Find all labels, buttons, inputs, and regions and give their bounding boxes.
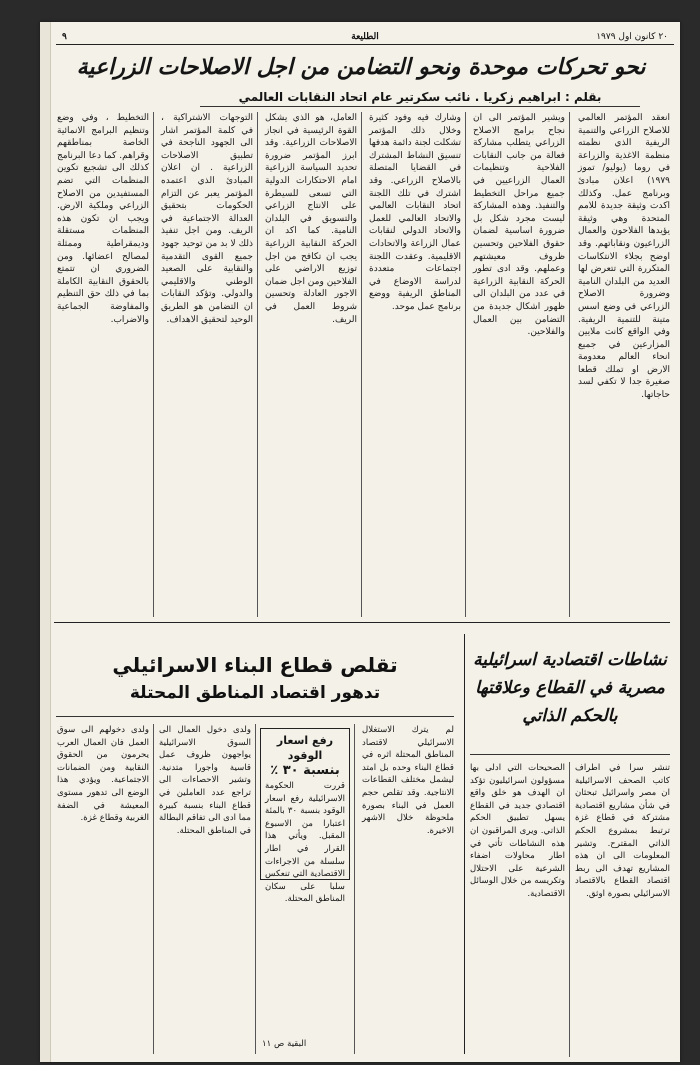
binding-strip [40,22,51,1062]
main-article-body [54,112,670,617]
issue-date: ٢٠ كانون اول ١٩٧٩ [596,32,668,42]
article2-headline: نشاطات اقتصادية اسرائيلية مصرية في القطاع وعلاقتها بالحكم الذاتي [473,650,667,726]
column-rule [255,724,256,1054]
column-rule [569,762,570,1057]
column-rule [153,724,154,1054]
section-divider [54,622,670,623]
article-column: التوجهات الاشتراكية ، في كلمة المؤتمر اشار الى الجهود الناجحة في تطبيق الاصلاحات الزراعية . ان اعلان المبادئ الذي اعتمده المؤتمر يعبر عن التزام الحكومات بتحقيق العدالة الاجتماعية في الريف. ومن اجل تنفيذ ذلك لا بد من توحيد جهود جميع القوى التقدمية والنقابية على الصعيد الوطني والاقليمي والدولي. وتؤكد النقابات ان التضامن هو الطريق الوحيد لتحقيق الاهداف. [161,113,253,325]
article-column: انعقد المؤتمر العالمي للاصلاح الزراعي والتنمية الريفية الذي نظمته منظمة الاغذية والزراعة في روما (يوليو/ تموز ١٩٧٩) اعلان مبادئ وبرنامج عمل. وكذلك اكدت وثيقة جديدة للامم المتحدة وهي وثيقة يؤيدها الفلاحون والعمال الزراعيون ونقاباتهم. وقد اوضح بجلاء الانتكاسات المتكررة التي تتعرض لها العديد من البلدان النامية وضرورة الاصلاح الزراعي في وضع اسس متينة للتنمية الريفية. وفي الواقع كانت ملايين المزارعين في جميع انحاء العالم معدومة الارض او تملك قطعا صغيرة جدا لا تكفي لسد حاجاتها. [578,113,670,401]
box-title: رفع اسعار الوقود [276,734,334,762]
column-rule [569,112,570,617]
publication-name: الطليعة [351,32,379,42]
article-column: ويشير المؤتمر الى ان نجاح برامج الاصلاح الزراعي يتطلب مشاركة فعالة من جانب النقابات الفلاحية وتنظيمات العمال الزراعيين في جميع مراحل التخطيط والتنفيذ. وهذه المشاركة ليست مجرد شكل بل ضرورة اساسية لضمان حقوق الفلاحين وتحسين ظروف معيشتهم وعملهم. وقد ادى تطور الحركة النقابية الزراعية في عدد من البلدان الى ظهور اشكال جديدة من التضامن بين العمال والفلاحين. [473,113,565,338]
headline-rule [470,754,670,755]
article3-column: ولدى دخولهم الى سوق العمل فان العمال العرب يحرمون من الحقوق النقابية ومن الضمانات الاجتماعية. ويؤدي هذا الوضع الى تدهور مستوى المعيشة في الضفة الغربية وقطاع غزة. [57,725,149,824]
article-economic-activities [470,642,670,1062]
page-number: ٩ [62,32,67,42]
section-vertical-rule [464,634,465,1054]
column-rule [465,112,466,617]
article-column: العامل، هو الذي يشكل القوة الرئيسية في انجاز الاصلاحات الزراعية. وقد ابرز المؤتمر ضرورة تحديد السياسة الزراعية امام الاحتكارات الدولية التي تسعى للسيطرة على الانتاج الزراعي والتسويق في البلدان النامية. كما اكد ان الحركة النقابية الزراعية يجب ان تكافح من اجل توزيع الاراضي على الفلاحين ومن اجل ضمان الاجور العادلة وتحسين شروط العمل في الريف. [265,113,357,325]
main-headline: نحو تحركات موحدة ونحو التضامن من اجل الاصلاحات الزراعية [76,55,646,80]
article3-headline-line2: تدهور اقتصاد المناطق المحتلة [129,683,381,703]
headline-rule [56,716,454,717]
article-construction-sector [56,642,454,1062]
byline: بقلم : ابراهيم زكريا . نائب سكرتير عام اتحاد النقابات العالمي [200,88,640,107]
article2-column: الصحيحات التي ادلى بها مسؤولون اسرائيليون تؤكد ان الهدف هو خلق واقع اقتصادي جديد في القطاع يسهل تطبيق الحكم الذاتي. ويرى المراقبون ان هذه النشاطات تأتي في اطار محاولات اضفاء الشرعية على الاحتلال وتكريسه من خلال الوسائل الاقتصادية. [470,763,565,899]
column-rule [257,112,258,617]
article-column: التخطيط ، وفي وضع وتنظيم البرامج الانمائية الخاصة بمناطقهم وقراهم. كما دعا البرنامج كذلك الى تشجيع تكوين المنظمات التي تضم المستفيدين من الاصلاح الزراعي وملكية الارض. ويجب ان تكون هذه المنظمات مستقلة وديمقراطية وممثلة لمصالح اعضائها. ومن الضروري ان تتمتع بالحقوق النقابية الكاملة بما في ذلك حق التنظيم والمفاوضة الجماعية والاضراب. [57,113,149,325]
box-subtitle: بنسبة ٣٠ ٪ [270,763,340,778]
fuel-price-box [260,728,350,905]
article3-column: ولدى دخول العمال الى السوق الاسرائيلية يواجهون ظروف عمل قاسية واجورا متدنية. وتشير الاحصاءات الى تراجع عدد العاملين في قطاع البناء بنسبة كبيرة مما ادى الى تفاقم البطالة في المناطق المحتلة. [159,725,251,836]
article3-headline-line1: تقلص قطاع البناء الاسرائيلي [112,653,398,677]
column-rule [354,724,355,1054]
article2-column: تنشر سرا في اطراف كاتب الصحف الاسرائيلية ان مصر واسرائيل تبحثان في شأن مشاريع اقتصادية مشتركة في قطاع غزة ترتبط بمشروع الحكم الذاتي المقترح. وتشير المعلومات الى ان هذه المشاريع تهدف الى ربط اقتصاد القطاع بالاقتصاد الاسرائيلي بصورة اوثق. [575,763,670,899]
page-header [56,30,674,45]
column-rule [153,112,154,617]
box-text: قررت الحكومة الاسرائيلية رفع اسعار الوقود بنسبة ٣٠ بالمئة اعتبارا من الاسبوع المقبل. ويأتي هذا القرار في اطار سلسلة من الاجراءات الاقتصادية التي تنعكس سلبا على سكان المناطق المحتلة. [265,781,346,905]
newspaper-page [40,22,680,1062]
continued-note: البقية ص ١١ [262,1039,307,1049]
column-rule [361,112,362,617]
article3-column: لم يترك الاستغلال الاسرائيلي لاقتصاد المناطق المحتلة اثره في قطاع البناء وحده بل امتد ليشمل مختلف القطاعات الانتاجية. وقد تقلص حجم العمل في البناء بصورة ملحوظة خلال الاشهر الاخيرة. [362,725,454,836]
article-column: وشارك فيه وفود كثيرة وخلال ذلك المؤتمر تشكلت لجنة دائمة هدفها تنسيق النشاط المشترك في القضايا المتصلة بالاصلاح الزراعي. وقد اشترك في تلك اللجنة اتحاد النقابات العالمي والاتحاد العالمي للعمل والاتحاد الدولي لنقابات عمال الزراعة والاتحادات الاقليمية. وعقدت اللجنة اجتماعات متعددة لدراسة الاوضاع في المناطق الريفية ووضع برنامج عمل موحد. [369,113,461,312]
